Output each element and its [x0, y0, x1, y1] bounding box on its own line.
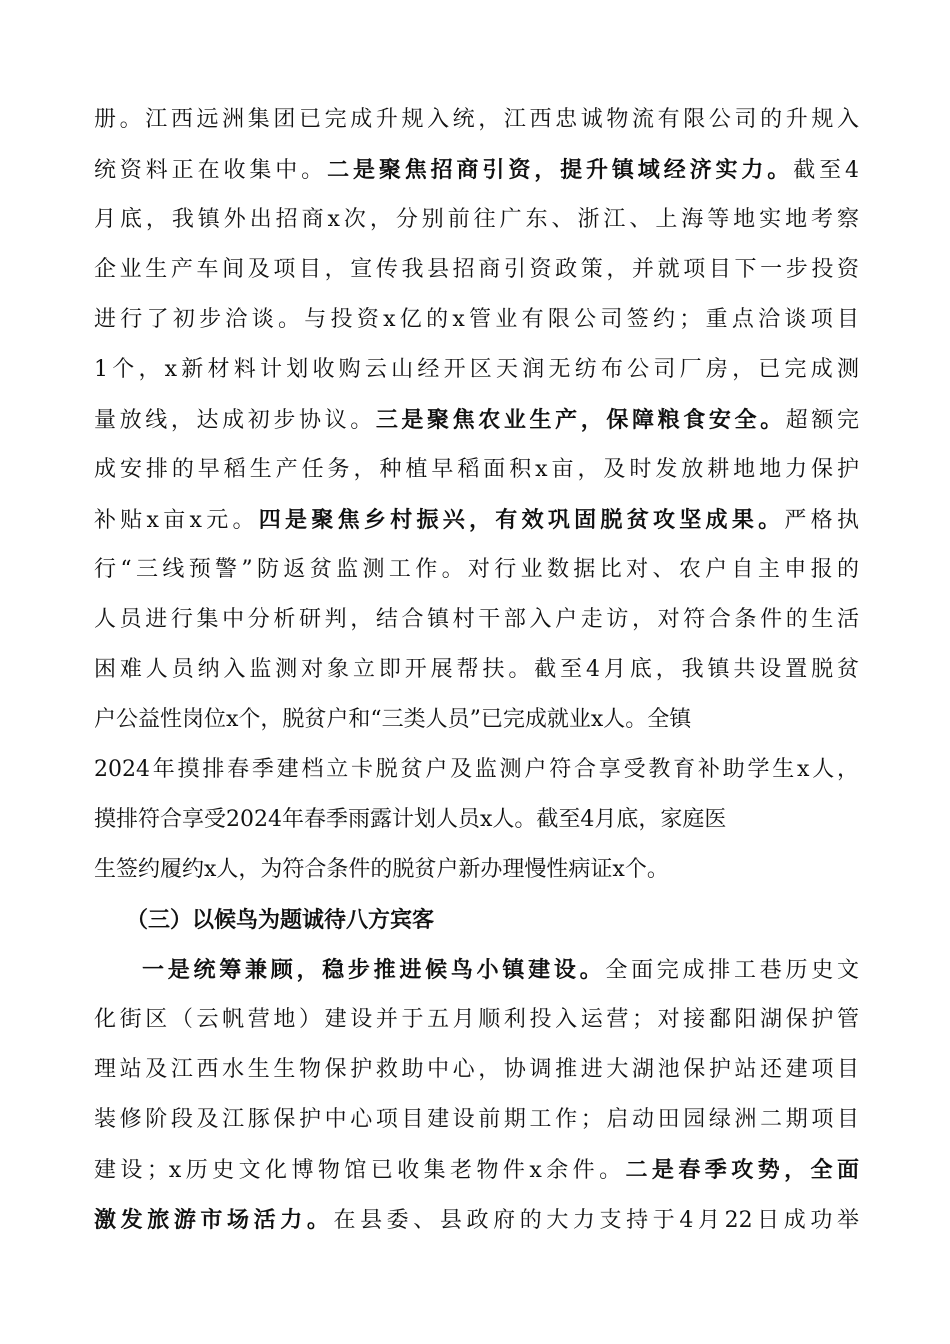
paragraph-line: 化街区（云帆营地）建设并于五月顺利投入运营；对接鄱阳湖保护管 [94, 1007, 859, 1032]
section-heading: （三）以候鸟为题诚待八方宾客 [126, 907, 435, 933]
paragraph-line: 册。江西远洲集团已完成升规入统，江西忠诚物流有限公司的升规入 [94, 107, 859, 132]
paragraph-line: 建设；x历史文化博物馆已收集老物件x余件。二是春季攻势，全面 [94, 1157, 859, 1183]
paragraph-line: 2024年摸排春季建档立卡脱贫户及监测户符合享受教育补助学生x人， [94, 757, 859, 782]
paragraph-line: 户公益性岗位x个，脱贫户和“三类人员”已完成就业x人。全镇 [94, 707, 692, 732]
bold-point-continuation: 激发旅游市场活力。 [94, 1207, 334, 1233]
paragraph-line: 一是统筹兼顾，稳步推进候鸟小镇建设。全面完成排工巷历史文 [142, 957, 859, 983]
bold-point-three: 三是聚焦农业生产，保障粮食安全。 [375, 407, 786, 433]
bold-point-one: 一是统筹兼顾，稳步推进候鸟小镇建设。 [142, 957, 606, 983]
paragraph-line: 理站及江西水生生物保护救助中心，协调推进大湖池保护站还建项目 [94, 1057, 859, 1082]
paragraph-line: 困难人员纳入监测对象立即开展帮扶。截至4月底，我镇共设置脱贫 [94, 657, 859, 682]
paragraph-line: 统资料正在收集中。二是聚焦招商引资，提升镇域经济实力。截至4 [94, 157, 859, 183]
paragraph-line: 月底，我镇外出招商x次，分别前往广东、浙江、上海等地实地考察 [94, 207, 859, 232]
paragraph-line: 企业生产车间及项目，宣传我县招商引资政策，并就项目下一步投资 [94, 257, 859, 282]
paragraph-line: 成安排的早稻生产任务，种植早稻面积x亩，及时发放耕地地力保护 [94, 457, 859, 482]
paragraph-line: 人员进行集中分析研判，结合镇村干部入户走访，对符合条件的生活 [94, 607, 859, 632]
paragraph-line: 量放线，达成初步协议。三是聚焦农业生产，保障粮食安全。超额完 [94, 407, 859, 433]
paragraph-line: 1个，x新材料计划收购云山经开区天润无纺布公司厂房，已完成测 [94, 357, 859, 382]
paragraph-line-last: 生签约履约x人，为符合条件的脱贫户新办理慢性病证x个。 [94, 857, 669, 882]
bold-point-four: 四是聚焦乡村振兴，有效巩固脱贫攻坚成果。 [258, 507, 785, 533]
paragraph-line: 激发旅游市场活力。在县委、县政府的大力支持于4月22日成功举 [94, 1207, 859, 1233]
bold-point-two: 二是聚焦招商引资，提升镇域经济实力。 [327, 157, 794, 183]
bold-point-two: 二是春季攻势，全面 [625, 1157, 859, 1183]
paragraph-line: 装修阶段及江豚保护中心项目建设前期工作；启动田园绿洲二期项目 [94, 1107, 859, 1132]
paragraph-line: 进行了初步洽谈。与投资x亿的x管业有限公司签约；重点洽谈项目 [94, 307, 859, 332]
paragraph-line: 行“三线预警”防返贫监测工作。对行业数据比对、农户自主申报的 [94, 557, 859, 582]
paragraph-line: 补贴x亩x元。四是聚焦乡村振兴，有效巩固脱贫攻坚成果。严格执 [94, 507, 859, 533]
paragraph-line: 摸排符合享受2024年春季雨露计划人员x人。截至4月底，家庭医 [94, 807, 727, 832]
